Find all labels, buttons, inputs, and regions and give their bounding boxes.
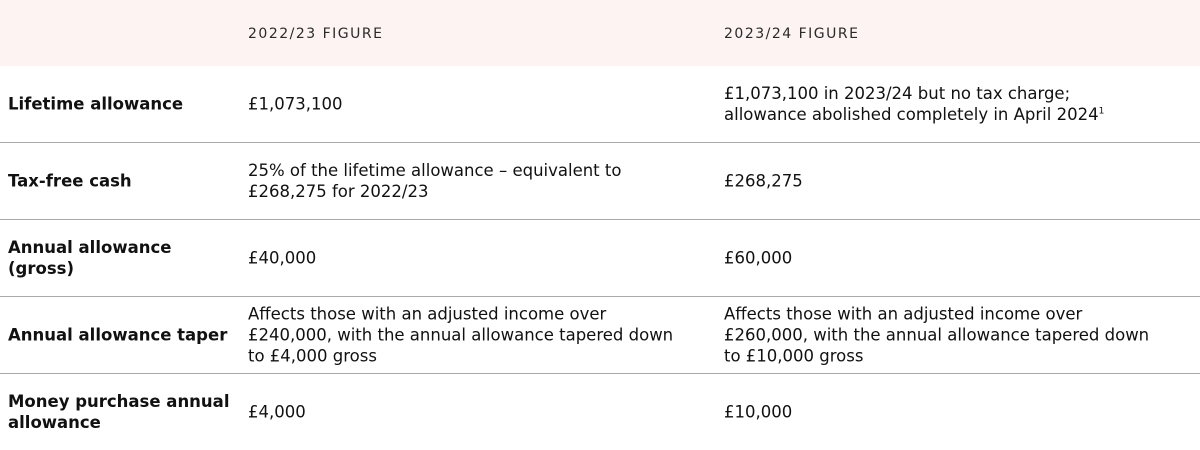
cell-2023-24-annual-allowance-taper: Affects those with an adjusted income over £260,000, with the annual allowance tapered down to £10,000 gross xyxy=(724,304,1150,366)
cell-2023-24-lifetime-allowance xyxy=(724,83,1154,125)
column-header-2022-23: 2022/23 FIGURE xyxy=(248,26,384,42)
cell-2022-23-money-purchase-annual-allowance: £4,000 xyxy=(248,402,306,422)
table-row-tax-free-cash xyxy=(0,143,1200,220)
footnote-marker: 1 xyxy=(1098,106,1105,117)
table-header-row xyxy=(0,0,1200,66)
cell-2023-24-annual-allowance: £60,000 xyxy=(724,248,793,268)
cell-2023-24-money-purchase-annual-allowance: £10,000 xyxy=(724,402,793,422)
cell-2023-24-tax-free-cash: £268,275 xyxy=(724,171,803,191)
row-label-annual-allowance: Annual allowance (gross) xyxy=(8,238,172,278)
cell-text: £1,073,100 in 2023/24 but no tax charge; allowance abolished completely in April 2024 xyxy=(724,84,1099,124)
table-row-annual-allowance xyxy=(0,220,1200,297)
row-label-money-purchase-annual-allowance: Money purchase annual allowance xyxy=(8,392,230,432)
cell-2022-23-annual-allowance-taper: Affects those with an adjusted income over £240,000, with the annual allowance tapered down to £4,000 gross xyxy=(248,304,674,366)
cell-2022-23-lifetime-allowance: £1,073,100 xyxy=(248,94,343,114)
column-header-2023-24: 2023/24 FIGURE xyxy=(724,26,860,42)
row-label-annual-allowance-taper: Annual allowance taper xyxy=(8,325,228,345)
cell-2022-23-annual-allowance: £40,000 xyxy=(248,248,317,268)
table-row-annual-allowance-taper xyxy=(0,297,1200,374)
table-row-money-purchase-annual-allowance xyxy=(0,374,1200,450)
row-label-tax-free-cash: Tax-free cash xyxy=(8,171,132,191)
row-label-lifetime-allowance: Lifetime allowance xyxy=(8,94,184,114)
cell-2022-23-tax-free-cash: 25% of the lifetime allowance – equivalent to £268,275 for 2022/23 xyxy=(248,161,622,201)
table-row-lifetime-allowance xyxy=(0,66,1200,143)
